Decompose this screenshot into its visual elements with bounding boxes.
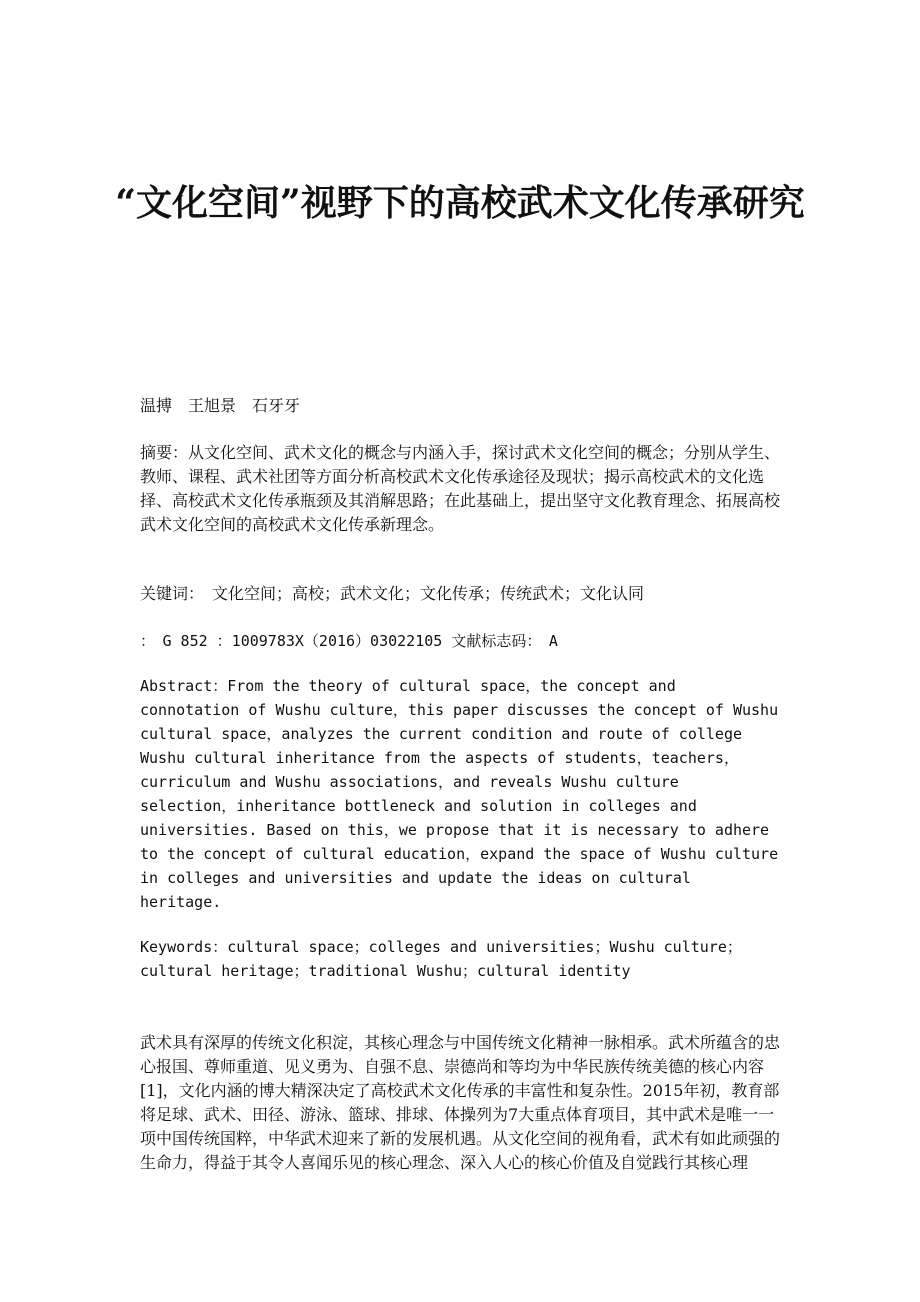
paper-title: “文化空间”视野下的高校武术文化传承研究: [115, 182, 805, 224]
abstract-chinese: 摘要：从文化空间、武术文化的概念与内涵入手，探讨武术文化空间的概念；分别从学生、教师、课程、武术社团等方面分析高校武术文化传承途径及现状；揭示高校武术的文化选择、高校武术文化传承瓶颈及其消解思路；在此基础上，提出坚守文化教育理念、拓展高校武术文化空间的高校武术文化传承新理念。: [140, 443, 781, 534]
author-list: 温搏 王旭景 石牙牙: [140, 396, 301, 415]
keywords-chinese: 关键词： 文化空间；高校；武术文化；文化传承；传统武术；文化认同: [140, 584, 645, 603]
classification-codes: ： G 852 ：1009783X（2016）03022105 文献标志码： A: [140, 632, 558, 650]
abstract-english: Abstract：From the theory of cultural space，the concept and connotation of Wushu culture，this paper discusses the concept of Wushu cultural space，analyzes the current condition and route of college Wushu cultural inheritance from the aspects of students，teachers，curriculum and Wushu associations，and reveals Wushu culture selection，inheritance bottleneck and solution in colleges and universities. Based on this，we propose that it is necessary to adhere to the concept of cultural education，expand the space of Wushu culture in colleges and universities and update the ideas on cultural heritage.: [140, 677, 788, 911]
keywords-english: Keywords：cultural space；colleges and universities；Wushu culture；cultural heritage；traditional Wushu；cultural identity: [140, 938, 742, 980]
body-paragraph: 武术具有深厚的传统文化积淀，其核心理念与中国传统文化精神一脉相承。武术所蕴含的忠心报国、尊师重道、见义勇为、自强不息、崇德尚和等均为中华民族传统美德的核心内容[1]，文化内涵的博大精深决定了高校武术文化传承的丰富性和复杂性。2015年初，教育部将足球、武术、田径、游泳、篮球、排球、体操列为7大重点体育项目，其中武术是唯一一项中国传统国粹，中华武术迎来了新的发展机遇。从文化空间的视角看，武术有如此顽强的生命力，得益于其令人喜闻乐见的核心理念、深入人心的核心价值及自觉践行其核心理: [140, 1033, 781, 1172]
